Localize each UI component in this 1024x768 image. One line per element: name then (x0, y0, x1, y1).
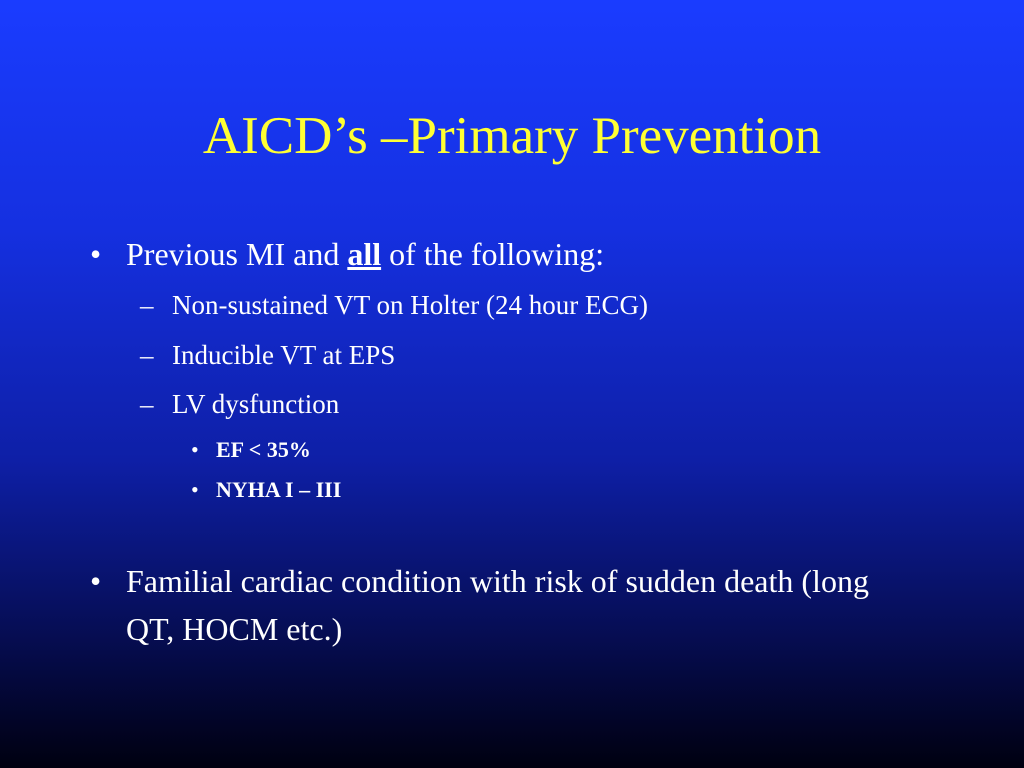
bullet-icon: • (191, 477, 199, 502)
sub-sub-item-text: NYHA I – III (216, 477, 342, 502)
sub-item-text: Non-sustained VT on Holter (24 hour ECG) (172, 290, 648, 320)
bullet-icon: • (90, 236, 102, 272)
bullet-text (126, 230, 886, 278)
text-prefix: Previous MI and (126, 236, 348, 272)
dash-icon: – (140, 389, 154, 419)
sub-item-text: LV dysfunction (172, 389, 340, 419)
text-suffix: of the following: (381, 236, 605, 272)
bullet-text: Familial cardiac condition with risk of sudden death (long QT, HOCM etc.) (126, 563, 869, 647)
bullet-icon: • (191, 437, 199, 462)
sub-sub-item-text: EF < 35% (216, 437, 311, 462)
bullet-icon: • (90, 563, 102, 599)
slide-title: AICD’s –Primary Prevention (202, 107, 822, 165)
dash-icon: – (140, 290, 154, 320)
sub-item-text: Inducible VT at EPS (172, 340, 396, 370)
dash-icon: – (140, 340, 154, 370)
emphasis-text: all (347, 236, 382, 272)
